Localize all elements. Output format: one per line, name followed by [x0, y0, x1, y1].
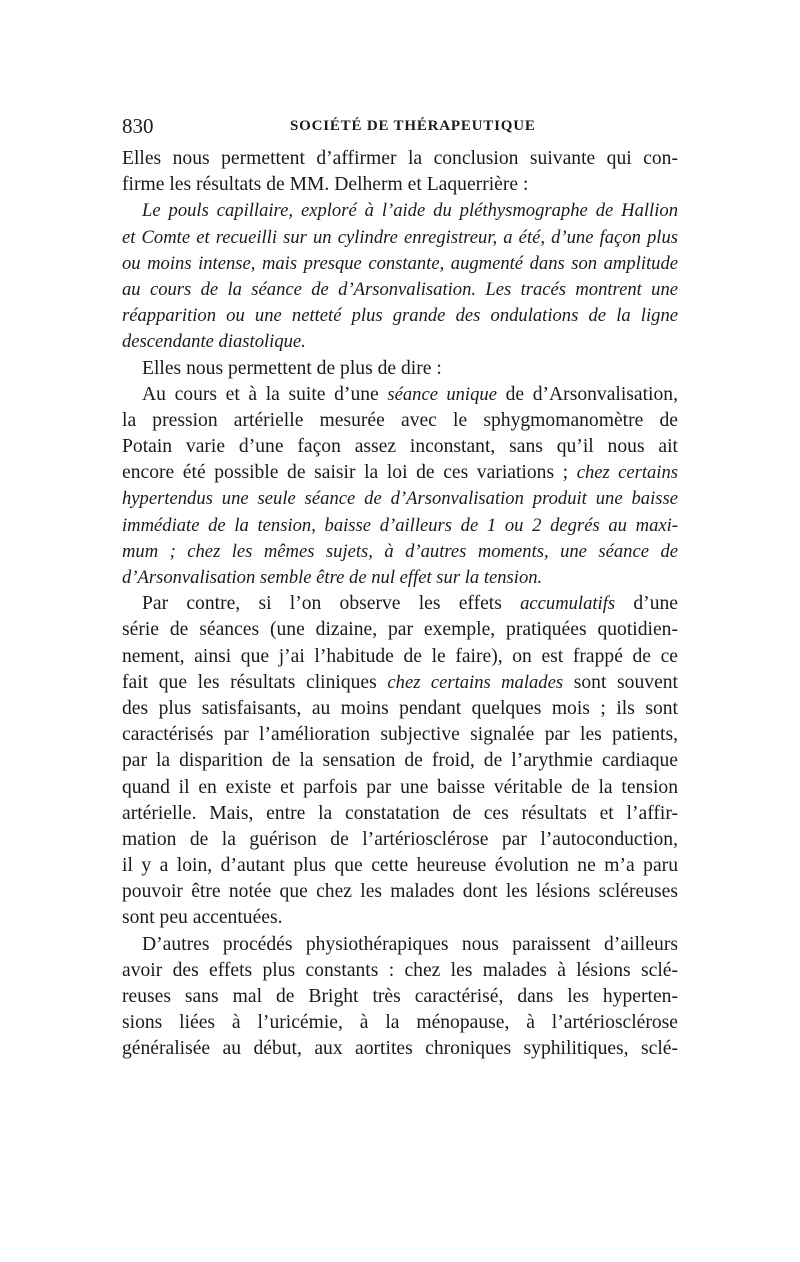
text-line: des plus satisfaisants, au moins pendant quelques mois ; ils sont: [122, 697, 678, 719]
text-line: réapparition ou une netteté plus grande des ondulations de la ligne: [122, 305, 678, 327]
text-line: nement, ainsi que j’ai l’habitude de le faire), on est frappé de ce: [122, 645, 678, 667]
page-number: 830: [122, 114, 154, 138]
text-line: caractérisés par l’amélioration subjective signalée par les patients,: [122, 724, 678, 746]
text-line: pouvoir être notée que chez les malades dont les lésions scléreuses: [122, 881, 678, 903]
text-line: mation de la guérison de l’artériosclérose par l’autoconduction,: [122, 828, 678, 850]
text-line: Elles nous permettent d’affirmer la conclusion suivante qui con-: [122, 148, 678, 169]
text-line: artérielle. Mais, entre la constatation de ces résultats et l’affir-: [122, 802, 678, 824]
running-title: SOCIÉTÉ DE THÉRAPEUTIQUE: [290, 118, 536, 134]
text-line: au cours de la séance de d’Arsonvalisation. Les tracés montrent une: [122, 278, 678, 300]
text-line: immédiate de la tension, baisse d’ailleurs de 1 ou 2 degrés au maxi-: [122, 514, 678, 536]
text-line: série de séances (une dizaine, par exemple, pratiquées quotidien-: [122, 619, 678, 641]
text-line: hypertendus une seule séance de d’Arsonvalisation produit une baisse: [122, 488, 678, 510]
text-line: Au cours et à la suite d’une séance unique de d’Arsonvalisation,: [142, 383, 678, 405]
text-line: sions liées à l’uricémie, à la ménopause, à l’artériosclérose: [122, 1012, 678, 1034]
text-line: fait que les résultats cliniques chez certains malades sont souvent: [122, 671, 679, 693]
body-text: [122, 146, 678, 1063]
text-line: quand il en existe et parfois par une baisse véritable de la tension: [122, 776, 678, 798]
text-line: la pression artérielle mesurée avec le sphygmomanomètre de: [122, 409, 678, 431]
text-line: Potain varie d’une façon assez inconstant, sans qu’il nous ait: [122, 436, 678, 458]
text-line: sont peu accentuées.: [122, 907, 283, 929]
text-line: par la disparition de la sensation de froid, de l’arythmie cardiaque: [122, 750, 678, 772]
text-line: firme les résultats de MM. Delherm et Laquerrière :: [122, 174, 529, 196]
text-line: Le pouls capillaire, exploré à l’aide du pléthysmographe de Hallion: [142, 200, 678, 222]
text-line: D’autres procédés physiothérapiques nous paraissent d’ailleurs: [142, 933, 678, 955]
text-line: généralisée au début, aux aortites chroniques syphilitiques, sclé-: [122, 1038, 678, 1060]
text-line: reuses sans mal de Bright très caractérisé, dans les hyperten-: [122, 986, 678, 1007]
text-line: ou moins intense, mais presque constante, augmenté dans son amplitude: [122, 252, 678, 274]
text-line: encore été possible de saisir la loi de ces variations ; chez certains: [122, 462, 678, 484]
text-line: il y a loin, d’autant plus que cette heureuse évolution ne m’a paru: [122, 855, 678, 877]
text-line: Elles nous permettent de plus de dire :: [142, 357, 442, 379]
text-line: et Comte et recueilli sur un cylindre enregistreur, a été, d’une façon plus: [122, 226, 678, 248]
text-line: mum ; chez les mêmes sujets, à d’autres moments, une séance de: [122, 540, 678, 562]
text-line: descendante diastolique.: [122, 331, 306, 353]
text-line: d’Arsonvalisation semble être de nul effet sur la tension.: [122, 567, 543, 588]
page-header: [122, 114, 678, 144]
text-line: Par contre, si l’on observe les effets accumulatifs d’une: [142, 593, 678, 615]
text-line: avoir des effets plus constants : chez les malades à lésions sclé-: [122, 959, 678, 981]
